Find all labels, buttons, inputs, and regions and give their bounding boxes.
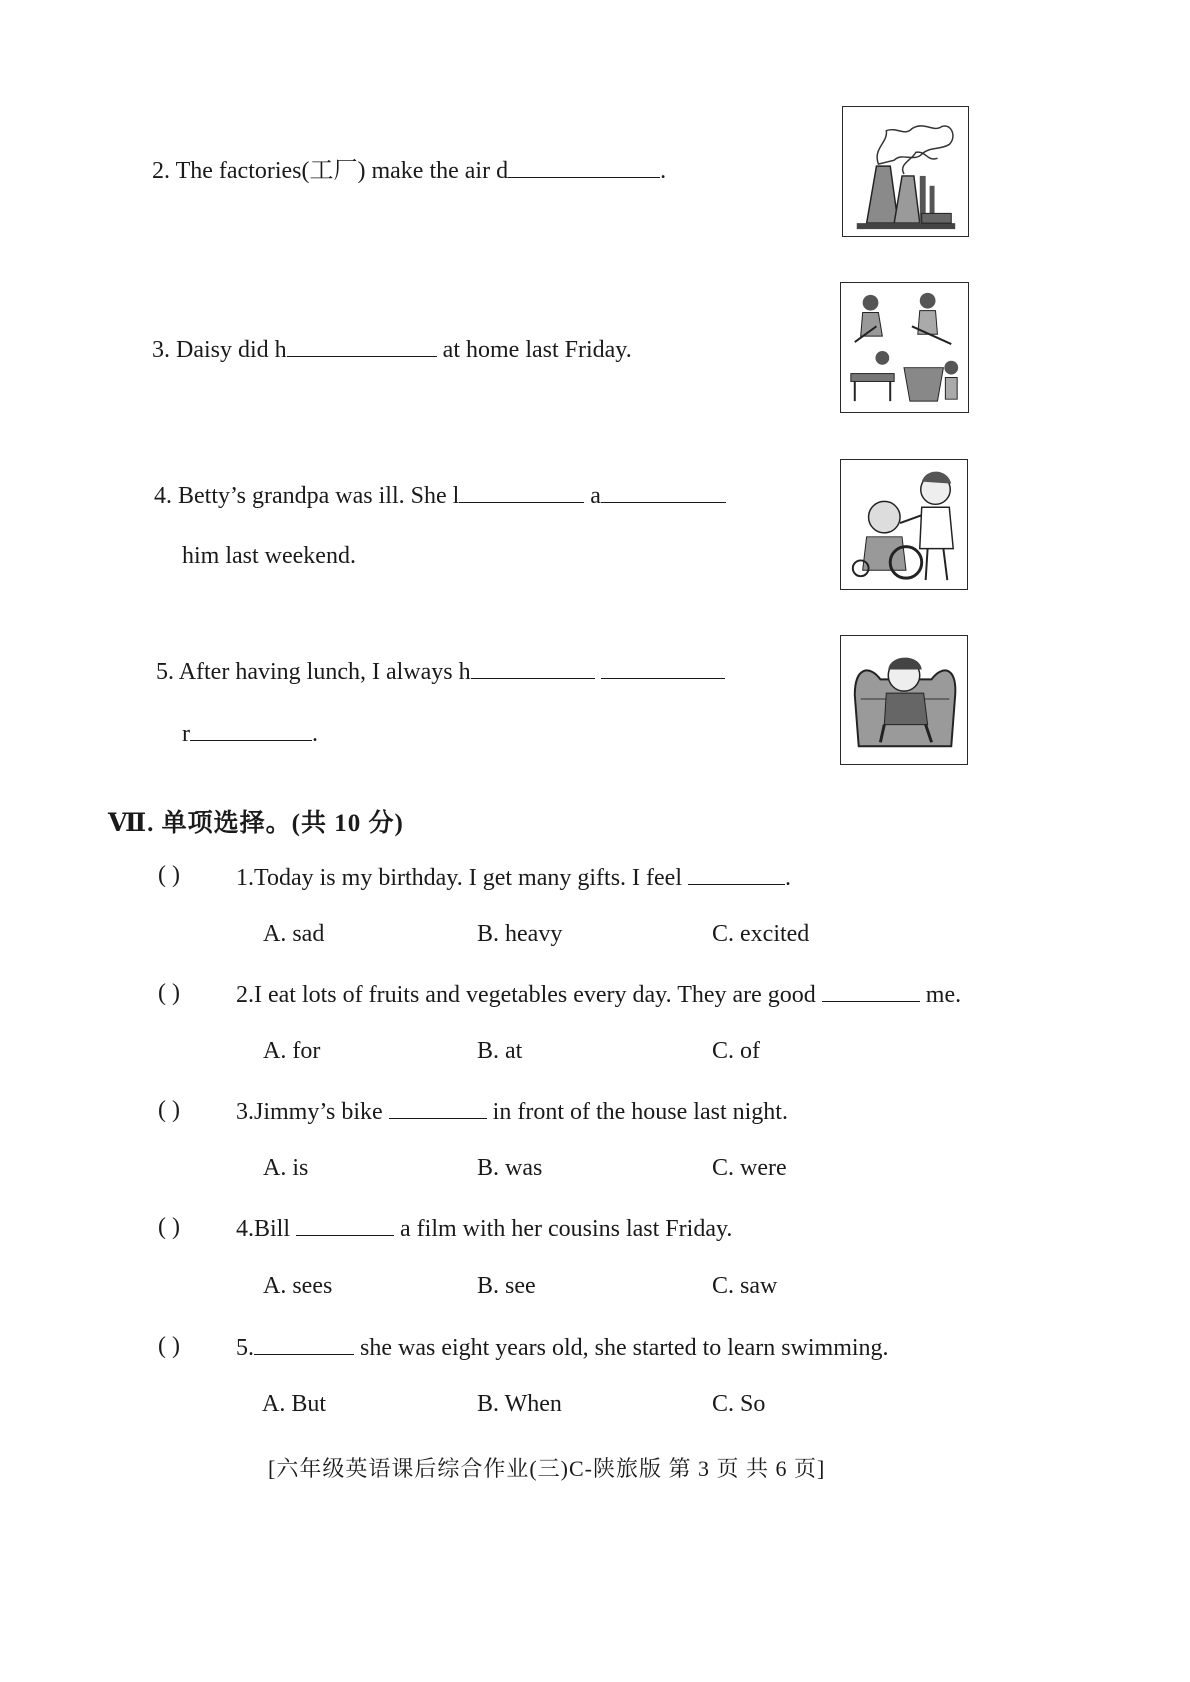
question-stem: I eat lots of fruits and vegetables every day. They are good xyxy=(254,982,816,1008)
fill-item-2 xyxy=(152,155,666,186)
question-3 xyxy=(236,1096,788,1127)
question-stem-end: me. xyxy=(925,982,962,1008)
question-blank xyxy=(389,1096,487,1119)
option-b[interactable]: B. was xyxy=(477,1155,543,1181)
item-number: 3. xyxy=(152,337,170,363)
answer-paren[interactable]: ( ) xyxy=(158,1214,180,1240)
option-a[interactable]: A. sees xyxy=(263,1273,333,1299)
item-text: The factories(工厂) make the air d xyxy=(175,158,509,184)
option-c[interactable]: C. saw xyxy=(712,1273,778,1299)
question-stem-end: . xyxy=(785,865,791,891)
option-c[interactable]: C. So xyxy=(712,1391,766,1417)
question-number: 5. xyxy=(236,1335,254,1361)
fill-item-5-line2 xyxy=(182,718,318,749)
caring-grandpa-icon xyxy=(840,459,968,590)
section-title: Ⅶ. 单项选择。(共 10 分) xyxy=(108,810,404,837)
option-b[interactable]: B. heavy xyxy=(477,921,563,947)
question-stem: Bill xyxy=(254,1216,291,1242)
question-blank xyxy=(296,1213,394,1236)
answer-blank[interactable] xyxy=(601,656,725,679)
item-number: 4. xyxy=(154,483,172,509)
answer-blank[interactable] xyxy=(459,480,584,503)
item-text: Betty’s grandpa was ill. She l xyxy=(178,483,460,509)
question-stem: Today is my birthday. I get many gifts. I feel xyxy=(254,865,682,891)
item-text-end: at home last Friday. xyxy=(442,337,632,363)
option-a[interactable]: A. is xyxy=(263,1155,309,1181)
fill-item-3 xyxy=(152,334,632,365)
answer-blank[interactable] xyxy=(508,155,660,178)
question-5 xyxy=(236,1332,889,1363)
option-a[interactable]: A. sad xyxy=(263,921,325,947)
answer-paren[interactable]: ( ) xyxy=(158,1097,180,1123)
housework-icon xyxy=(840,282,969,413)
item-number: 2. xyxy=(152,158,170,184)
question-4 xyxy=(236,1213,732,1244)
fill-item-4 xyxy=(154,480,726,511)
answer-blank[interactable] xyxy=(471,656,595,679)
question-stem-end: she was eight years old, she started to learn swimming. xyxy=(360,1335,889,1361)
question-blank xyxy=(254,1332,354,1355)
option-b[interactable]: B. When xyxy=(477,1391,562,1417)
resting-on-sofa-icon xyxy=(840,635,968,765)
question-number: 3. xyxy=(236,1099,254,1125)
page-footer: [六年级英语课后综合作业(三)C-陕旅版 第 3 页 共 6 页] xyxy=(268,1456,826,1481)
answer-paren[interactable]: ( ) xyxy=(158,980,180,1006)
question-number: 4. xyxy=(236,1216,254,1242)
option-c[interactable]: C. were xyxy=(712,1155,787,1181)
question-blank xyxy=(822,979,920,1002)
item-text: After having lunch, I always h xyxy=(178,659,471,685)
option-c[interactable]: C. of xyxy=(712,1038,760,1064)
option-a[interactable]: A. for xyxy=(263,1038,321,1064)
item-text: him last weekend. xyxy=(182,543,356,569)
option-b[interactable]: B. at xyxy=(477,1038,523,1064)
question-stem-end: a film with her cousins last Friday. xyxy=(400,1216,733,1242)
item-text-mid: a xyxy=(590,483,601,509)
question-stem-end: in front of the house last night. xyxy=(492,1099,788,1125)
question-blank xyxy=(688,862,785,885)
fill-item-4-line2 xyxy=(182,541,356,571)
answer-blank[interactable] xyxy=(287,334,437,357)
question-number: 1. xyxy=(236,865,254,891)
question-stem: Jimmy’s bike xyxy=(254,1099,383,1125)
item-text-end: . xyxy=(660,158,667,184)
answer-paren[interactable]: ( ) xyxy=(158,1333,180,1359)
factory-pollution-icon xyxy=(842,106,969,237)
item-text: Daisy did h xyxy=(176,337,287,363)
question-number: 2. xyxy=(236,982,254,1008)
answer-blank[interactable] xyxy=(190,718,312,741)
item-text: r xyxy=(182,721,190,747)
fill-item-5 xyxy=(156,656,725,687)
question-1 xyxy=(236,862,791,893)
answer-paren[interactable]: ( ) xyxy=(158,862,180,888)
item-number: 5. xyxy=(156,659,174,685)
option-c[interactable]: C. excited xyxy=(712,921,810,947)
option-a[interactable]: A. But xyxy=(262,1391,327,1417)
answer-blank[interactable] xyxy=(601,480,726,503)
question-2 xyxy=(236,979,961,1010)
option-b[interactable]: B. see xyxy=(477,1273,536,1299)
item-text-end: . xyxy=(312,721,318,747)
